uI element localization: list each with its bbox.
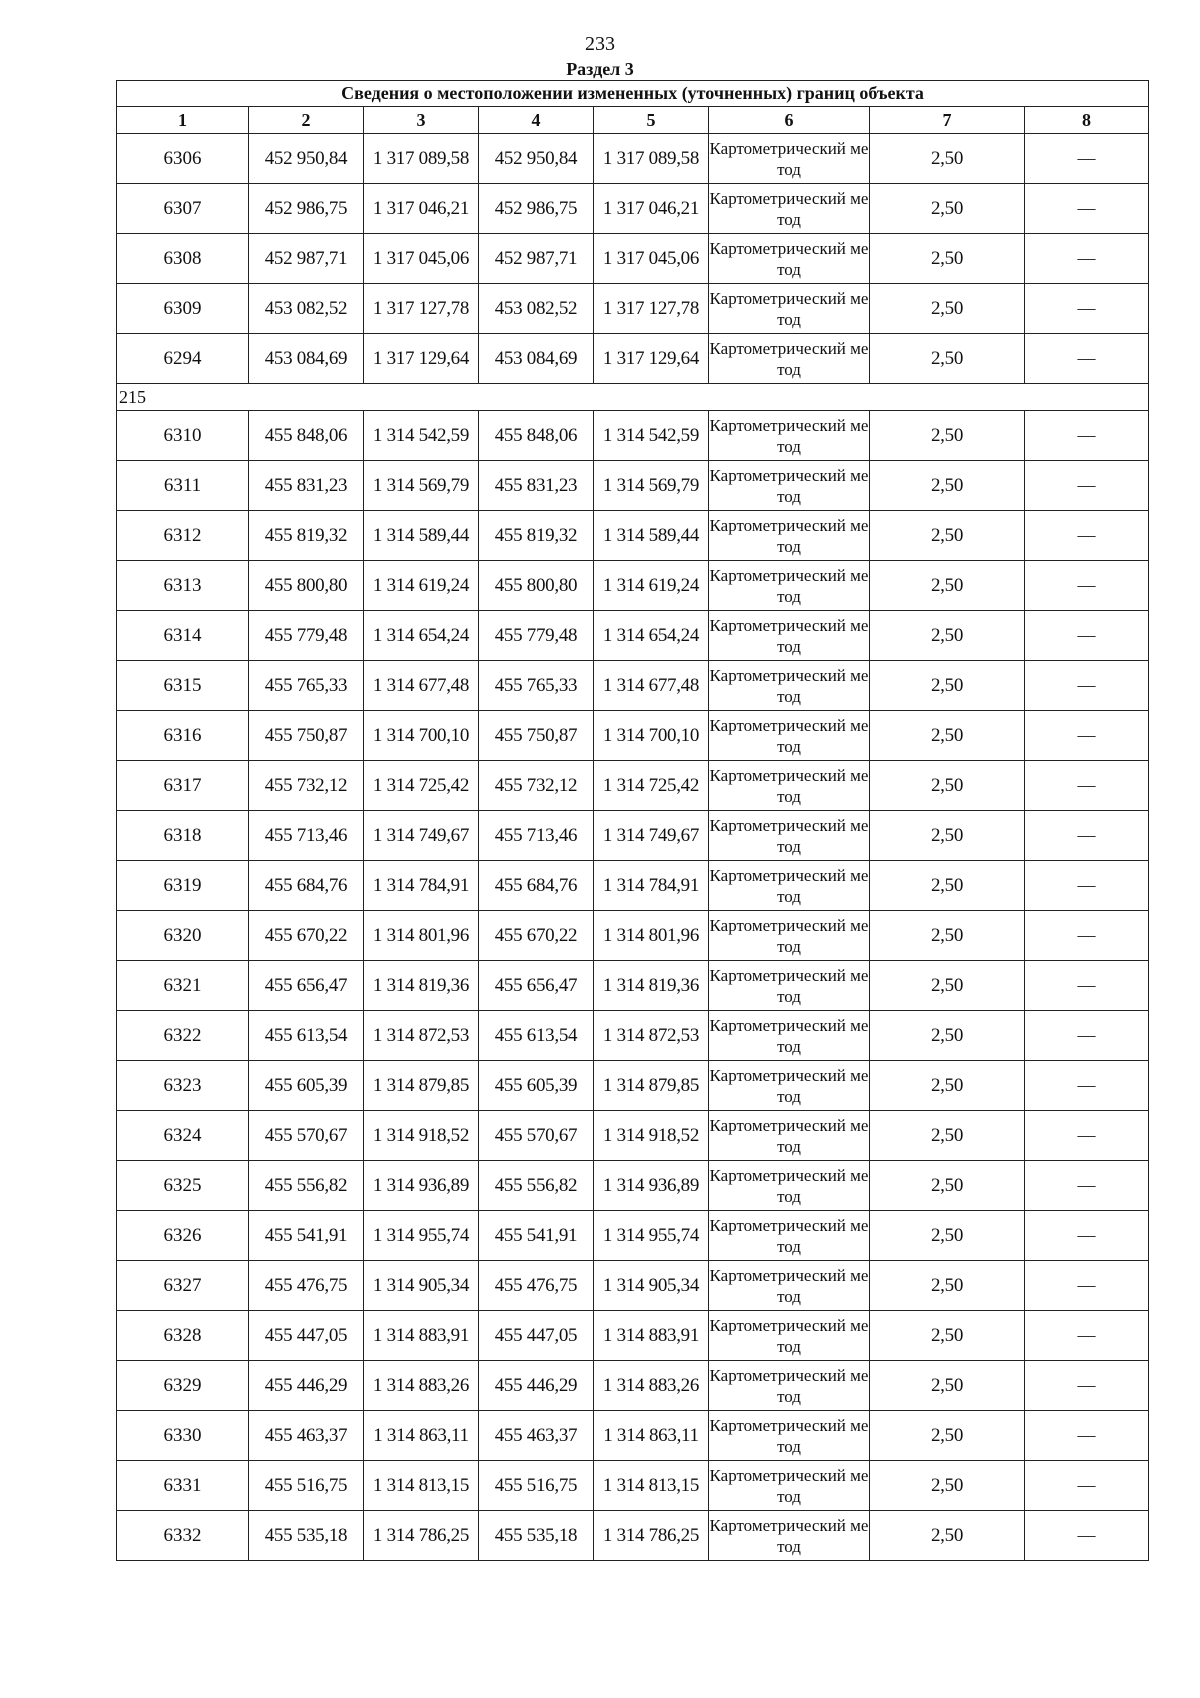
point-number-cell: 6318 — [117, 811, 249, 861]
accuracy-cell: 2,50 — [870, 1111, 1025, 1161]
accuracy-cell: 2,50 — [870, 1011, 1025, 1061]
y-new-cell: 1 314 883,26 — [594, 1361, 709, 1411]
method-cell: Картометрический метод — [709, 861, 870, 911]
accuracy-cell: 2,50 — [870, 1261, 1025, 1311]
table-row — [117, 1361, 1149, 1411]
table-row — [117, 1111, 1149, 1161]
contour-number-label: 215 — [117, 384, 1149, 411]
method-cell: Картометрический метод — [709, 1161, 870, 1211]
method-cell: Картометрический метод — [709, 561, 870, 611]
x-old-cell: 455 779,48 — [249, 611, 364, 661]
method-cell: Картометрический метод — [709, 1111, 870, 1161]
x-old-cell: 455 556,82 — [249, 1161, 364, 1211]
method-cell: Картометрический метод — [709, 661, 870, 711]
method-cell: Картометрический метод — [709, 611, 870, 661]
y-new-cell: 1 314 589,44 — [594, 511, 709, 561]
accuracy-cell: 2,50 — [870, 1461, 1025, 1511]
y-old-cell: 1 314 725,42 — [364, 761, 479, 811]
point-number-cell: 6329 — [117, 1361, 249, 1411]
x-new-cell: 455 556,82 — [479, 1161, 594, 1211]
point-number-cell: 6319 — [117, 861, 249, 911]
x-new-cell: 455 516,75 — [479, 1461, 594, 1511]
table-row — [117, 1411, 1149, 1461]
table-row — [117, 1511, 1149, 1561]
column-header: 3 — [364, 107, 479, 134]
y-old-cell: 1 314 801,96 — [364, 911, 479, 961]
y-old-cell: 1 314 569,79 — [364, 461, 479, 511]
table-body — [117, 134, 1149, 1561]
y-old-cell: 1 314 879,85 — [364, 1061, 479, 1111]
y-old-cell: 1 314 700,10 — [364, 711, 479, 761]
column-header: 8 — [1025, 107, 1149, 134]
y-old-cell: 1 314 936,89 — [364, 1161, 479, 1211]
method-cell: Картометрический метод — [709, 511, 870, 561]
x-new-cell: 455 656,47 — [479, 961, 594, 1011]
method-cell: Картометрический метод — [709, 1211, 870, 1261]
column-header: 1 — [117, 107, 249, 134]
table-row — [117, 1211, 1149, 1261]
y-new-cell: 1 317 127,78 — [594, 284, 709, 334]
description-cell: — — [1025, 1461, 1149, 1511]
description-cell: — — [1025, 761, 1149, 811]
description-cell: — — [1025, 1261, 1149, 1311]
table-caption: Сведения о местоположении измененных (уточненных) границ объекта — [117, 81, 1149, 107]
x-new-cell: 455 541,91 — [479, 1211, 594, 1261]
description-cell: — — [1025, 711, 1149, 761]
accuracy-cell: 2,50 — [870, 1161, 1025, 1211]
method-cell: Картометрический метод — [709, 1011, 870, 1061]
method-cell: Картометрический метод — [709, 184, 870, 234]
table-row — [117, 1311, 1149, 1361]
description-cell: — — [1025, 1511, 1149, 1561]
y-old-cell: 1 314 883,91 — [364, 1311, 479, 1361]
y-old-cell: 1 314 542,59 — [364, 411, 479, 461]
point-number-cell: 6322 — [117, 1011, 249, 1061]
method-cell: Картометрический метод — [709, 961, 870, 1011]
table-row — [117, 461, 1149, 511]
point-number-cell: 6324 — [117, 1111, 249, 1161]
accuracy-cell: 2,50 — [870, 511, 1025, 561]
y-old-cell: 1 314 905,34 — [364, 1261, 479, 1311]
point-number-cell: 6330 — [117, 1411, 249, 1461]
description-cell: — — [1025, 234, 1149, 284]
table-row — [117, 661, 1149, 711]
table-row — [117, 1011, 1149, 1061]
accuracy-cell: 2,50 — [870, 1511, 1025, 1561]
method-cell: Картометрический метод — [709, 1061, 870, 1111]
x-new-cell: 455 613,54 — [479, 1011, 594, 1061]
table-row — [117, 611, 1149, 661]
x-old-cell: 455 765,33 — [249, 661, 364, 711]
accuracy-cell: 2,50 — [870, 1211, 1025, 1261]
accuracy-cell: 2,50 — [870, 1411, 1025, 1461]
x-old-cell: 455 670,22 — [249, 911, 364, 961]
point-number-cell: 6317 — [117, 761, 249, 811]
column-header: 5 — [594, 107, 709, 134]
method-cell: Картометрический метод — [709, 234, 870, 284]
table-row — [117, 1061, 1149, 1111]
method-cell: Картометрический метод — [709, 1261, 870, 1311]
column-header: 2 — [249, 107, 364, 134]
table-row — [117, 1461, 1149, 1511]
x-old-cell: 452 987,71 — [249, 234, 364, 284]
description-cell: — — [1025, 134, 1149, 184]
y-new-cell: 1 314 863,11 — [594, 1411, 709, 1461]
x-new-cell: 455 713,46 — [479, 811, 594, 861]
x-old-cell: 455 613,54 — [249, 1011, 364, 1061]
x-old-cell: 455 446,29 — [249, 1361, 364, 1411]
description-cell: — — [1025, 1161, 1149, 1211]
y-old-cell: 1 314 589,44 — [364, 511, 479, 561]
y-new-cell: 1 314 725,42 — [594, 761, 709, 811]
point-number-cell: 6323 — [117, 1061, 249, 1111]
description-cell: — — [1025, 611, 1149, 661]
description-cell: — — [1025, 1061, 1149, 1111]
description-cell: — — [1025, 961, 1149, 1011]
x-old-cell: 453 082,52 — [249, 284, 364, 334]
description-cell: — — [1025, 1211, 1149, 1261]
description-cell: — — [1025, 861, 1149, 911]
column-header: 6 — [709, 107, 870, 134]
accuracy-cell: 2,50 — [870, 711, 1025, 761]
y-new-cell: 1 314 801,96 — [594, 911, 709, 961]
accuracy-cell: 2,50 — [870, 184, 1025, 234]
table-row — [117, 284, 1149, 334]
y-new-cell: 1 317 045,06 — [594, 234, 709, 284]
x-old-cell: 455 447,05 — [249, 1311, 364, 1361]
method-cell: Картометрический метод — [709, 711, 870, 761]
method-cell: Картометрический метод — [709, 1361, 870, 1411]
method-cell: Картометрический метод — [709, 461, 870, 511]
table-header-row — [117, 107, 1149, 134]
point-number-cell: 6306 — [117, 134, 249, 184]
y-old-cell: 1 314 677,48 — [364, 661, 479, 711]
x-new-cell: 455 446,29 — [479, 1361, 594, 1411]
table-row — [117, 1161, 1149, 1211]
y-new-cell: 1 314 749,67 — [594, 811, 709, 861]
accuracy-cell: 2,50 — [870, 1061, 1025, 1111]
description-cell: — — [1025, 284, 1149, 334]
accuracy-cell: 2,50 — [870, 661, 1025, 711]
x-new-cell: 455 848,06 — [479, 411, 594, 461]
description-cell: — — [1025, 511, 1149, 561]
x-new-cell: 455 605,39 — [479, 1061, 594, 1111]
x-old-cell: 452 950,84 — [249, 134, 364, 184]
y-new-cell: 1 314 936,89 — [594, 1161, 709, 1211]
y-old-cell: 1 314 619,24 — [364, 561, 479, 611]
y-new-cell: 1 314 542,59 — [594, 411, 709, 461]
point-number-cell: 6309 — [117, 284, 249, 334]
x-old-cell: 455 750,87 — [249, 711, 364, 761]
y-old-cell: 1 314 872,53 — [364, 1011, 479, 1061]
description-cell: — — [1025, 911, 1149, 961]
y-new-cell: 1 314 619,24 — [594, 561, 709, 611]
x-old-cell: 455 535,18 — [249, 1511, 364, 1561]
column-header: 7 — [870, 107, 1025, 134]
y-new-cell: 1 314 955,74 — [594, 1211, 709, 1261]
x-old-cell: 455 476,75 — [249, 1261, 364, 1311]
table-row — [117, 334, 1149, 384]
method-cell: Картометрический метод — [709, 1411, 870, 1461]
method-cell: Картометрический метод — [709, 411, 870, 461]
point-number-cell: 6328 — [117, 1311, 249, 1361]
method-cell: Картометрический метод — [709, 1311, 870, 1361]
y-old-cell: 1 314 813,15 — [364, 1461, 479, 1511]
table-row — [117, 411, 1149, 461]
point-number-cell: 6311 — [117, 461, 249, 511]
page-number: 233 — [585, 33, 615, 55]
y-old-cell: 1 314 654,24 — [364, 611, 479, 661]
y-new-cell: 1 317 046,21 — [594, 184, 709, 234]
x-new-cell: 453 082,52 — [479, 284, 594, 334]
x-new-cell: 452 950,84 — [479, 134, 594, 184]
y-old-cell: 1 314 955,74 — [364, 1211, 479, 1261]
method-cell: Картометрический метод — [709, 134, 870, 184]
y-new-cell: 1 314 813,15 — [594, 1461, 709, 1511]
accuracy-cell: 2,50 — [870, 961, 1025, 1011]
accuracy-cell: 2,50 — [870, 134, 1025, 184]
x-old-cell: 455 831,23 — [249, 461, 364, 511]
x-new-cell: 453 084,69 — [479, 334, 594, 384]
description-cell: — — [1025, 1011, 1149, 1061]
y-old-cell: 1 314 786,25 — [364, 1511, 479, 1561]
x-old-cell: 452 986,75 — [249, 184, 364, 234]
method-cell: Картометрический метод — [709, 1511, 870, 1561]
x-new-cell: 455 476,75 — [479, 1261, 594, 1311]
x-new-cell: 455 750,87 — [479, 711, 594, 761]
x-old-cell: 455 800,80 — [249, 561, 364, 611]
x-old-cell: 455 848,06 — [249, 411, 364, 461]
table-row — [117, 961, 1149, 1011]
x-new-cell: 455 447,05 — [479, 1311, 594, 1361]
section-title: Раздел 3 — [566, 59, 634, 79]
x-old-cell: 455 516,75 — [249, 1461, 364, 1511]
y-new-cell: 1 314 872,53 — [594, 1011, 709, 1061]
accuracy-cell: 2,50 — [870, 334, 1025, 384]
accuracy-cell: 2,50 — [870, 561, 1025, 611]
point-number-cell: 6315 — [117, 661, 249, 711]
accuracy-cell: 2,50 — [870, 1311, 1025, 1361]
x-new-cell: 455 684,76 — [479, 861, 594, 911]
x-new-cell: 455 535,18 — [479, 1511, 594, 1561]
description-cell: — — [1025, 1361, 1149, 1411]
x-old-cell: 455 463,37 — [249, 1411, 364, 1461]
x-new-cell: 455 779,48 — [479, 611, 594, 661]
method-cell: Картометрический метод — [709, 811, 870, 861]
point-number-cell: 6326 — [117, 1211, 249, 1261]
accuracy-cell: 2,50 — [870, 411, 1025, 461]
table-row — [117, 134, 1149, 184]
accuracy-cell: 2,50 — [870, 761, 1025, 811]
boundary-coordinates-table — [116, 80, 1149, 1561]
y-old-cell: 1 317 129,64 — [364, 334, 479, 384]
y-old-cell: 1 317 127,78 — [364, 284, 479, 334]
x-new-cell: 455 800,80 — [479, 561, 594, 611]
x-old-cell: 455 819,32 — [249, 511, 364, 561]
point-number-cell: 6294 — [117, 334, 249, 384]
description-cell: — — [1025, 411, 1149, 461]
point-number-cell: 6321 — [117, 961, 249, 1011]
x-new-cell: 455 819,32 — [479, 511, 594, 561]
y-new-cell: 1 314 918,52 — [594, 1111, 709, 1161]
y-old-cell: 1 314 819,36 — [364, 961, 479, 1011]
y-new-cell: 1 314 569,79 — [594, 461, 709, 511]
description-cell: — — [1025, 334, 1149, 384]
x-old-cell: 455 713,46 — [249, 811, 364, 861]
point-number-cell: 6313 — [117, 561, 249, 611]
table-caption-row — [117, 81, 1149, 107]
point-number-cell: 6325 — [117, 1161, 249, 1211]
y-old-cell: 1 317 046,21 — [364, 184, 479, 234]
x-old-cell: 455 656,47 — [249, 961, 364, 1011]
x-old-cell: 455 570,67 — [249, 1111, 364, 1161]
point-number-cell: 6307 — [117, 184, 249, 234]
y-old-cell: 1 314 883,26 — [364, 1361, 479, 1411]
y-old-cell: 1 314 863,11 — [364, 1411, 479, 1461]
y-new-cell: 1 314 677,48 — [594, 661, 709, 711]
description-cell: — — [1025, 1111, 1149, 1161]
point-number-cell: 6312 — [117, 511, 249, 561]
table-row — [117, 861, 1149, 911]
x-new-cell: 452 986,75 — [479, 184, 594, 234]
description-cell: — — [1025, 1311, 1149, 1361]
x-old-cell: 455 605,39 — [249, 1061, 364, 1111]
point-number-cell: 6314 — [117, 611, 249, 661]
point-number-cell: 6327 — [117, 1261, 249, 1311]
table-row — [117, 184, 1149, 234]
x-new-cell: 455 732,12 — [479, 761, 594, 811]
x-old-cell: 455 732,12 — [249, 761, 364, 811]
y-new-cell: 1 314 654,24 — [594, 611, 709, 661]
table-row — [117, 911, 1149, 961]
method-cell: Картометрический метод — [709, 911, 870, 961]
method-cell: Картометрический метод — [709, 761, 870, 811]
point-number-cell: 6320 — [117, 911, 249, 961]
table-row — [117, 761, 1149, 811]
method-cell: Картометрический метод — [709, 1461, 870, 1511]
description-cell: — — [1025, 661, 1149, 711]
point-number-cell: 6332 — [117, 1511, 249, 1561]
contour-group-row — [117, 384, 1149, 411]
y-new-cell: 1 314 700,10 — [594, 711, 709, 761]
x-new-cell: 455 463,37 — [479, 1411, 594, 1461]
description-cell: — — [1025, 811, 1149, 861]
accuracy-cell: 2,50 — [870, 234, 1025, 284]
accuracy-cell: 2,50 — [870, 1361, 1025, 1411]
description-cell: — — [1025, 461, 1149, 511]
column-header: 4 — [479, 107, 594, 134]
description-cell: — — [1025, 184, 1149, 234]
y-old-cell: 1 314 784,91 — [364, 861, 479, 911]
y-old-cell: 1 317 089,58 — [364, 134, 479, 184]
x-new-cell: 455 831,23 — [479, 461, 594, 511]
y-new-cell: 1 314 784,91 — [594, 861, 709, 911]
table-row — [117, 561, 1149, 611]
y-old-cell: 1 314 749,67 — [364, 811, 479, 861]
point-number-cell: 6310 — [117, 411, 249, 461]
accuracy-cell: 2,50 — [870, 461, 1025, 511]
y-new-cell: 1 317 129,64 — [594, 334, 709, 384]
accuracy-cell: 2,50 — [870, 284, 1025, 334]
table-row — [117, 511, 1149, 561]
x-old-cell: 453 084,69 — [249, 334, 364, 384]
point-number-cell: 6316 — [117, 711, 249, 761]
y-old-cell: 1 317 045,06 — [364, 234, 479, 284]
x-new-cell: 455 570,67 — [479, 1111, 594, 1161]
y-new-cell: 1 314 786,25 — [594, 1511, 709, 1561]
y-new-cell: 1 314 905,34 — [594, 1261, 709, 1311]
table-row — [117, 1261, 1149, 1311]
x-new-cell: 455 670,22 — [479, 911, 594, 961]
method-cell: Картометрический метод — [709, 334, 870, 384]
x-new-cell: 452 987,71 — [479, 234, 594, 284]
y-old-cell: 1 314 918,52 — [364, 1111, 479, 1161]
description-cell: — — [1025, 1411, 1149, 1461]
table-row — [117, 811, 1149, 861]
method-cell: Картометрический метод — [709, 284, 870, 334]
table-row — [117, 711, 1149, 761]
y-new-cell: 1 314 879,85 — [594, 1061, 709, 1111]
accuracy-cell: 2,50 — [870, 811, 1025, 861]
accuracy-cell: 2,50 — [870, 861, 1025, 911]
accuracy-cell: 2,50 — [870, 611, 1025, 661]
description-cell: — — [1025, 561, 1149, 611]
x-new-cell: 455 765,33 — [479, 661, 594, 711]
table-row — [117, 234, 1149, 284]
point-number-cell: 6308 — [117, 234, 249, 284]
y-new-cell: 1 317 089,58 — [594, 134, 709, 184]
y-new-cell: 1 314 819,36 — [594, 961, 709, 1011]
point-number-cell: 6331 — [117, 1461, 249, 1511]
y-new-cell: 1 314 883,91 — [594, 1311, 709, 1361]
x-old-cell: 455 684,76 — [249, 861, 364, 911]
accuracy-cell: 2,50 — [870, 911, 1025, 961]
x-old-cell: 455 541,91 — [249, 1211, 364, 1261]
